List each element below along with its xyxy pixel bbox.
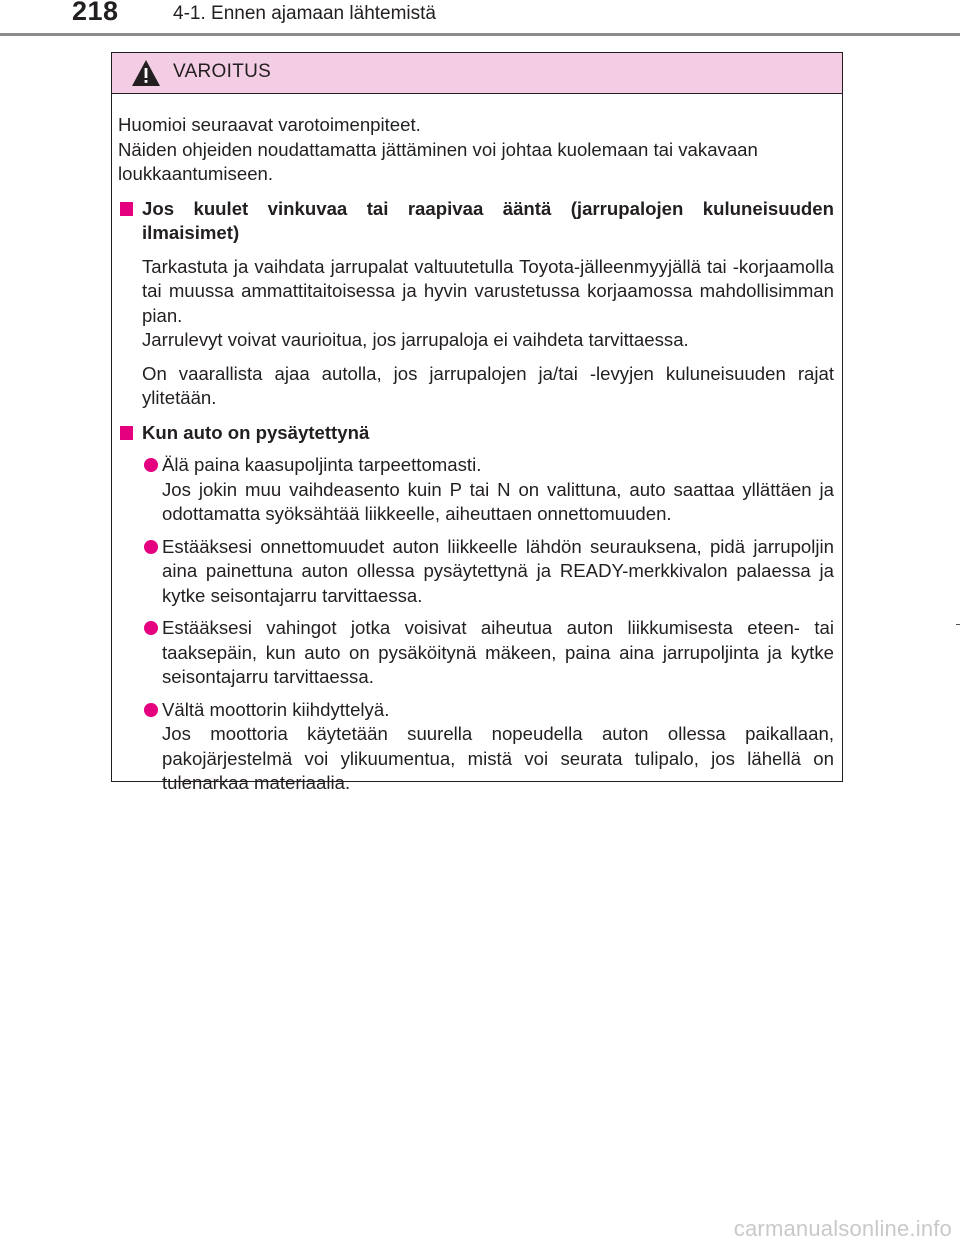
list-item [118,698,834,796]
circle-bullet-icon [144,540,158,554]
warning-triangle-icon [131,59,161,87]
warning-body [112,94,842,796]
warning-header [112,53,842,94]
list-item [118,616,834,690]
section-heading-text: Kun auto on pysäytettynä [142,421,370,443]
paragraph-line: Tarkastuta ja vaihdata jarrupalat valtuutetulla Toyota-jälleenmyyjällä tai -korjaamolla tai muussa ammattitaitoisessa ja hyvin varustetussa korjaamossa mahdollisimman pian. [142,255,834,326]
paragraph-line: Jarrulevyt voivat vaurioitua, jos jarrupaloja ei vaihdeta tarvittaessa. [142,329,689,350]
warning-box [111,52,843,793]
section-heading [118,197,834,246]
circle-bullet-icon [144,703,158,717]
paragraph [118,255,834,353]
intro-line: Näiden ohjeiden noudattamatta jättäminen voi johtaa kuolemaan tai vakavaan loukkaantumiseen. [118,138,758,184]
square-bullet-icon [120,426,133,440]
warning-label: VAROITUS [173,61,272,82]
section-heading [118,421,834,446]
list-item [118,535,834,609]
list-item [118,453,834,527]
section-title: 4-1. Ennen ajamaan lähtemistä [173,3,436,24]
page-header [0,0,960,36]
paragraph-line: On vaarallista ajaa autolla, jos jarrupalojen ja/tai -levyjen kuluneisuuden rajat ylitetään. [142,362,834,408]
list-item-line: Estääksesi vahingot jotka voisivat aiheutua auton liikkumisesta eteen- tai taaksepäin, kun auto on pysäköitynä mäkeen, paina aina jarrupoljinta ja kytke seisontajarru tarvittaessa. [162,617,834,687]
warning-intro [118,113,834,187]
list-item-line: Estääksesi onnettomuudet auton liikkeelle lähdön seurauksena, pidä jarrupoljin aina painettuna auton ollessa pysäytettynä ja READY-merkkivalon palaessa ja kytke seisontajarru tarvittaessa. [162,535,834,606]
header-rule [0,33,960,36]
list-item-line: Älä paina kaasupoljinta tarpeettomasti. [162,454,482,475]
section-vehicle-stopped [118,421,834,796]
square-bullet-icon [120,202,133,216]
circle-bullet-icon [144,621,158,635]
margin-tick [956,624,960,625]
intro-line: Huomioi seuraavat varotoimenpiteet. [118,114,421,135]
list-item-line: Jos jokin muu vaihdeasento kuin P tai N on valittuna, auto saattaa yllättäen ja odottamatta syöksähtää liikkeelle, aiheuttaen onnettomuuden. [162,478,834,524]
section-brake-pad-noise [118,197,834,411]
section-heading-text: Jos kuulet vinkuvaa tai raapivaa ääntä (jarrupalojen kuluneisuuden ilmaisimet) [142,197,834,243]
list-item-line: Jos moottoria käytetään suurella nopeudella auton ollessa paikallaan, pakojärjestelmä voi ylikuumentua, mistä voi seurata tulipalo, jos lähellä on tulenarkaa materiaalia. [162,723,834,793]
list-item-line: Vältä moottorin kiihdyttelyä. [162,698,390,720]
page-number: 218 [72,0,119,26]
paragraph [118,362,834,411]
watermark: carmanualsonline.info [733,1216,952,1241]
circle-bullet-icon [144,458,158,472]
